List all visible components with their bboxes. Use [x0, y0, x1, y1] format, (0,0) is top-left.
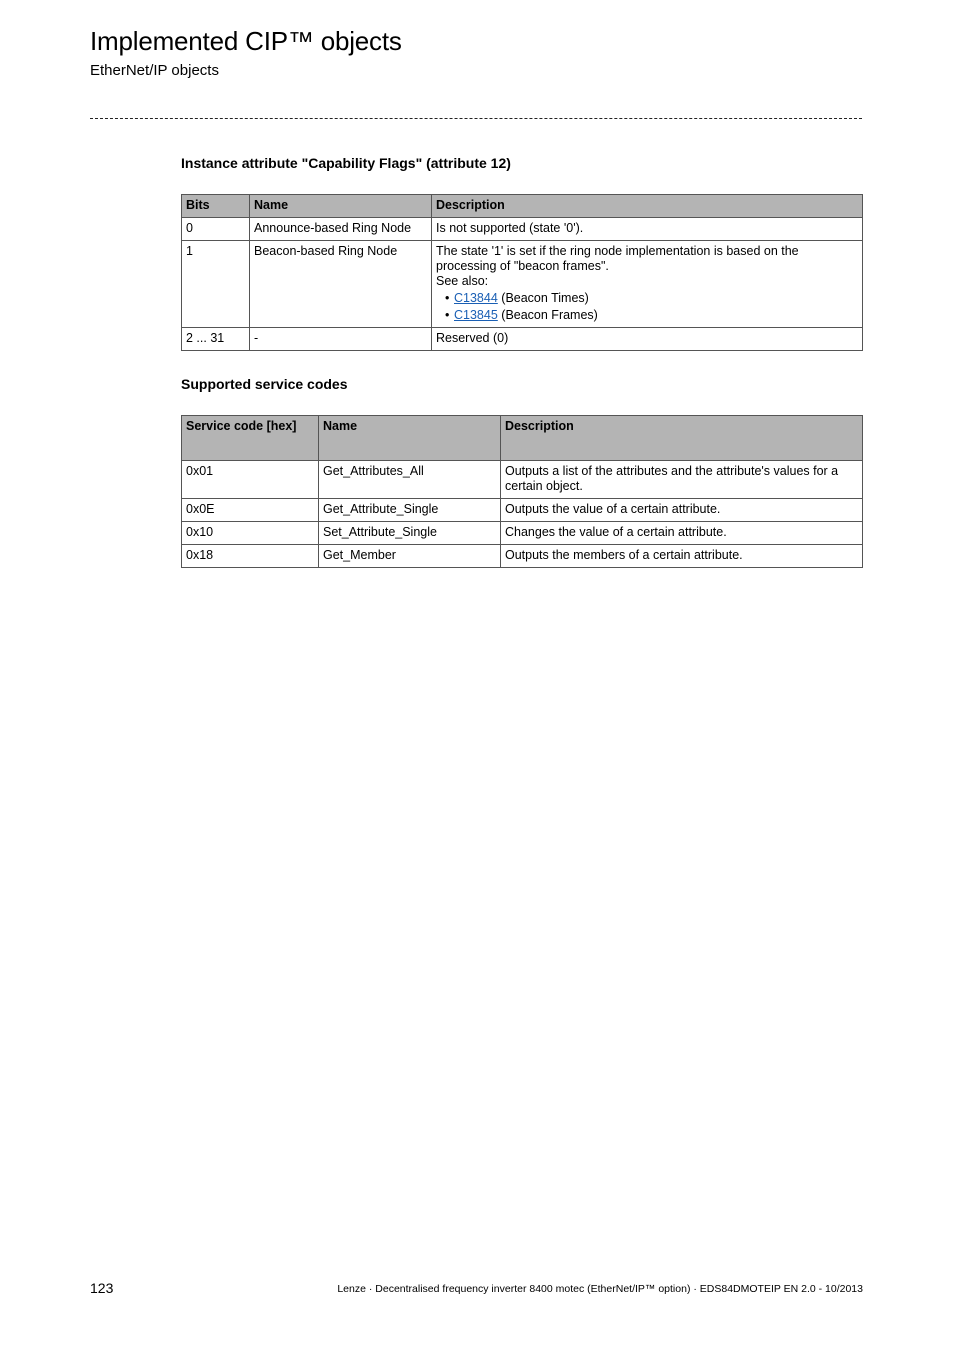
service-codes-heading: Supported service codes — [181, 376, 348, 392]
name-cell: Get_Attribute_Single — [319, 499, 501, 522]
capability-flags-heading: Instance attribute "Capability Flags" (attribute 12) — [181, 155, 511, 171]
description-cell: Outputs the members of a certain attribute. — [501, 545, 863, 568]
description-text: The state '1' is set if the ring node implementation is based on the processing of "beacon frames". — [436, 244, 799, 273]
bits-cell: 2 ... 31 — [182, 328, 250, 351]
service-code-cell: 0x10 — [182, 522, 319, 545]
column-header-service-code: Service code [hex] — [182, 416, 319, 461]
service-codes-table — [181, 415, 863, 568]
name-cell: Set_Attribute_Single — [319, 522, 501, 545]
table-row — [182, 522, 863, 545]
link-c13845[interactable]: C13845 — [454, 308, 498, 322]
service-code-cell: 0x0E — [182, 499, 319, 522]
table-row — [182, 545, 863, 568]
link-description: (Beacon Frames) — [501, 308, 598, 322]
table-row — [182, 328, 863, 351]
name-cell: Get_Attributes_All — [319, 461, 501, 499]
capability-flags-table — [181, 194, 863, 351]
name-cell: Beacon-based Ring Node — [250, 241, 432, 328]
column-header-description: Description — [432, 195, 863, 218]
footer-text: Lenze · Decentralised frequency inverter 8400 motec (EtherNet/IP™ option) · EDS84DMOTEIP EN 2.0 - 10/2013 — [337, 1283, 863, 1295]
list-item — [445, 308, 858, 323]
table-row — [182, 461, 863, 499]
link-c13844[interactable]: C13844 — [454, 291, 498, 305]
page-number: 123 — [90, 1280, 114, 1296]
see-also-label: See also: — [436, 274, 489, 288]
description-cell: Reserved (0) — [432, 328, 863, 351]
column-header-name: Name — [250, 195, 432, 218]
description-cell: Outputs the value of a certain attribute. — [501, 499, 863, 522]
description-cell: Is not supported (state '0'). — [432, 218, 863, 241]
column-header-bits: Bits — [182, 195, 250, 218]
page-title: Implemented CIP™ objects — [90, 26, 402, 56]
column-header-description: Description — [501, 416, 863, 461]
service-code-cell: 0x18 — [182, 545, 319, 568]
table-header-row — [182, 195, 863, 218]
name-cell: Announce-based Ring Node — [250, 218, 432, 241]
page-subtitle: EtherNet/IP objects — [90, 62, 219, 79]
table-row — [182, 241, 863, 328]
description-cell: Changes the value of a certain attribute. — [501, 522, 863, 545]
description-cell: Outputs a list of the attributes and the attribute's values for a certain object. — [501, 461, 863, 499]
table-row — [182, 218, 863, 241]
link-description: (Beacon Times) — [501, 291, 589, 305]
name-cell: - — [250, 328, 432, 351]
table-row — [182, 499, 863, 522]
bits-cell: 0 — [182, 218, 250, 241]
description-cell — [432, 241, 863, 328]
name-cell: Get_Member — [319, 545, 501, 568]
table-header-row — [182, 416, 863, 461]
header-divider — [90, 118, 862, 119]
see-also-list — [436, 291, 858, 323]
bits-cell: 1 — [182, 241, 250, 328]
list-item — [445, 291, 858, 306]
column-header-name: Name — [319, 416, 501, 461]
service-code-cell: 0x01 — [182, 461, 319, 499]
